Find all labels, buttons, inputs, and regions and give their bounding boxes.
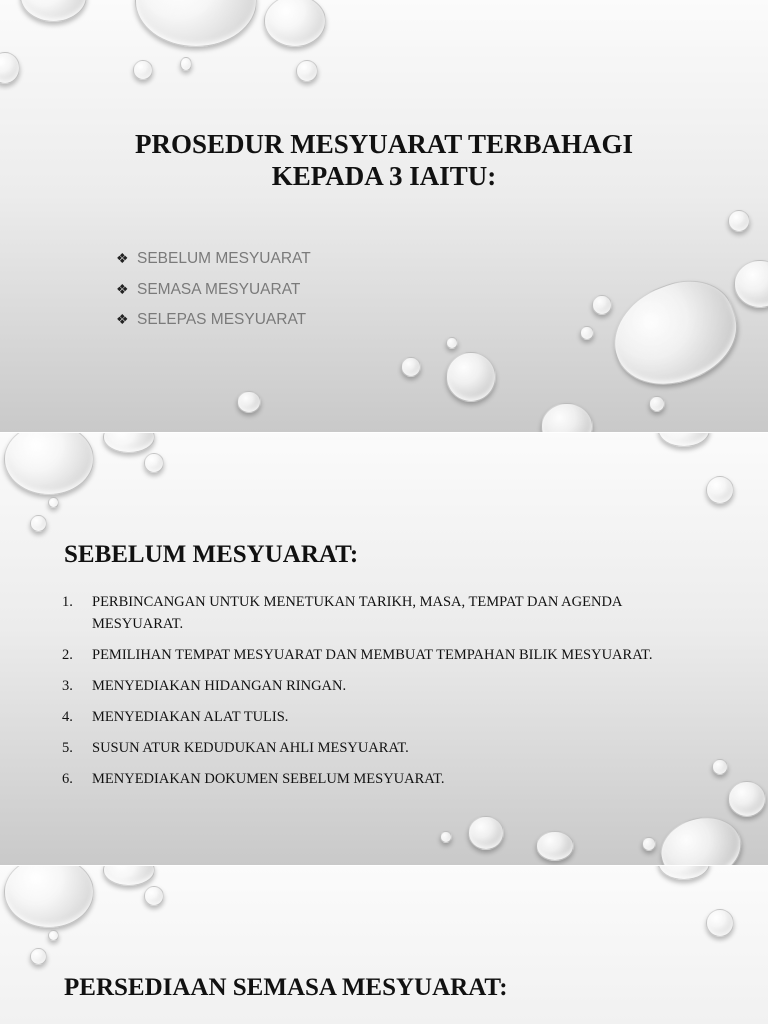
water-drop-decoration — [468, 816, 504, 850]
diamond-bullet-icon: ❖ — [116, 250, 129, 266]
water-drop-decoration — [658, 866, 710, 880]
numbered-list — [62, 591, 702, 799]
water-drop-decoration — [599, 266, 751, 400]
section-heading: PERSEDIAAN SEMASA MESYUARAT: — [64, 974, 508, 1001]
slide-1 — [0, 0, 768, 432]
item-text: SUSUN ATUR KEDUDUKAN AHLI MESYUARAT. — [92, 740, 409, 756]
water-drop-decoration — [734, 260, 768, 308]
water-drop-decoration — [103, 433, 155, 453]
bullet-list — [116, 250, 311, 342]
section-heading: SEBELUM MESYUARAT: — [64, 541, 359, 568]
water-drop-decoration — [103, 866, 155, 886]
item-number: 5. — [62, 740, 73, 756]
item-text: MENYEDIAKAN DOKUMEN SEBELUM MESYUARAT. — [92, 771, 445, 787]
water-drop-decoration — [658, 433, 710, 447]
water-drop-decoration — [20, 0, 87, 22]
water-drop-decoration — [712, 759, 728, 775]
water-drop-decoration — [592, 295, 612, 315]
item-text: PEMILIHAN TEMPAT MESYUARAT DAN MEMBUAT TEMPAHAN BILIK MESYUARAT. — [92, 647, 653, 663]
water-drop-decoration — [296, 60, 318, 82]
list-item — [62, 737, 702, 759]
water-drop-decoration — [728, 781, 766, 817]
water-drop-decoration — [48, 497, 59, 508]
item-text: MENYEDIAKAN ALAT TULIS. — [92, 709, 289, 725]
title-line-2: KEPADA 3 IAITU: — [271, 161, 497, 191]
list-item — [62, 644, 702, 666]
water-drop-decoration — [0, 52, 20, 84]
water-drop-decoration — [144, 453, 164, 473]
water-drop-decoration — [48, 930, 59, 941]
title-line-1: PROSEDUR MESYUARAT TERBAHAGI — [134, 129, 634, 159]
water-drop-decoration — [144, 886, 164, 906]
list-item — [116, 311, 311, 342]
slide-2 — [0, 433, 768, 865]
water-drop-decoration — [649, 396, 665, 412]
list-item — [116, 281, 311, 312]
item-number: 4. — [62, 709, 73, 725]
water-drop-decoration — [180, 57, 192, 71]
item-text: MENYEDIAKAN HIDANGAN RINGAN. — [92, 678, 347, 694]
water-drop-decoration — [541, 403, 593, 432]
item-text: PERBINCANGAN UNTUK MENETUKAN TARIKH, MASA, TEMPAT DAN AGENDA MESYUARAT. — [92, 594, 622, 632]
water-drop-decoration — [133, 60, 153, 80]
slide-3 — [0, 866, 768, 1024]
water-drop-decoration — [401, 357, 421, 377]
water-drop-decoration — [30, 515, 47, 532]
water-drop-decoration — [4, 866, 94, 928]
water-drop-decoration — [580, 326, 594, 340]
bullet-text: SEBELUM MESYUARAT — [137, 250, 311, 267]
water-drop-decoration — [264, 0, 326, 47]
item-number: 6. — [62, 771, 73, 787]
bullet-text: SEMASA MESYUARAT — [137, 280, 301, 298]
water-drop-decoration — [642, 837, 656, 851]
water-drop-decoration — [706, 909, 734, 937]
diamond-bullet-icon: ❖ — [116, 280, 129, 297]
list-item — [62, 675, 702, 697]
item-number: 1. — [62, 594, 73, 610]
water-drop-decoration — [30, 948, 47, 965]
water-drop-decoration — [706, 476, 734, 504]
water-drop-decoration — [446, 352, 496, 402]
water-drop-decoration — [653, 808, 748, 865]
list-item — [62, 591, 702, 635]
water-drop-decoration — [536, 831, 574, 861]
item-number: 3. — [62, 678, 73, 694]
item-number: 2. — [62, 647, 73, 663]
list-item — [62, 706, 702, 728]
list-item — [116, 250, 311, 281]
water-drop-decoration — [135, 0, 257, 47]
bullet-text: SELEPAS MESYUARAT — [137, 311, 307, 328]
water-drop-decoration — [728, 210, 750, 232]
water-drop-decoration — [440, 831, 452, 843]
slide-title — [0, 128, 768, 192]
water-drop-decoration — [446, 337, 458, 349]
water-drop-decoration — [4, 433, 94, 495]
list-item — [62, 768, 702, 790]
diamond-bullet-icon: ❖ — [116, 311, 129, 327]
water-drop-decoration — [237, 391, 261, 413]
